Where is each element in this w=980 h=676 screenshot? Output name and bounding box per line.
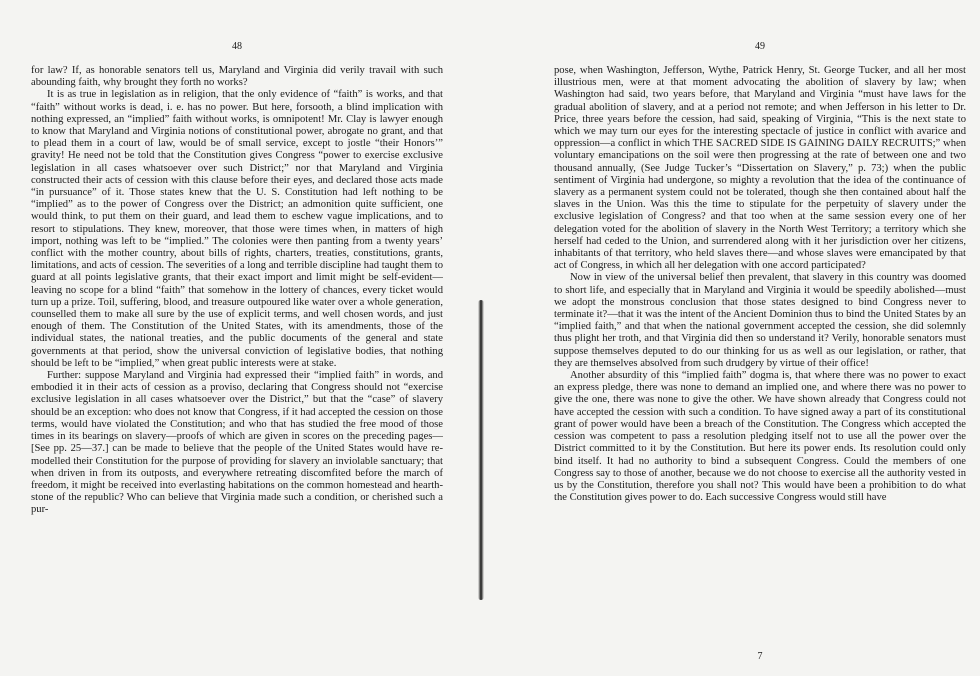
paragraph: Now in view of the universal belief then prevalent, that slavery in this country was doomed to short life, and especially that in Maryland and Virginia it would be speedily abolished—must we adopt the monstrous conclusion that those states designed to bind Congress never to terminate it?—that it was the intent of the Ancient Dominion thus to bind the United States by an “implied faith,” and that when the national government accepted the cession, she did solemnly thus plight her troth, and that Virginia did then so understand it? Verily, honorable senators must suppose themselves deputed to do our thinking for us as well as our legislation, or rather, that they are themselves absolved from such drudgery by virtue of their office! (554, 272, 966, 369)
signature-mark: 7 (757, 651, 763, 662)
right-page-number: 49 (755, 41, 765, 52)
paragraph: It is as true in legislation as in religion, that the only evidence of “faith” is works, and that “faith” without works is dead, i. e. has no power. But here, forsooth, a blind implication with nothing expressed, an “implied” faith without works, is omnipotent! Mr. Clay is lawyer enough to know that Maryland and Virginia notions of constitutional power, abrogate no grant, and that to plead them in a court of law, would be of small service, except to jostle “their Honors’” gravity! He need not be told that the Constitution gives Congress “power to exercise exclusive legislation in all cases whatsoever over such District;” nor that Maryland and Virginia constructed their acts of cession with this clause before their eyes, and declared those acts made “in pursuance” of it. Those states knew that the U. S. Constitution had left nothing to be “implied” as to the power of Congress over the District; an admonition quite sufficient, one would think, to put them on their guard, and lead them to eschew vague implications, and to resort to stipulations. They knew, moreover, that those were times when, in matters of high import, nothing was left to be “implied.” The colonies were then panting from a twenty years’ conflict with the mother country, about bills of rights, charters, treaties, constitutions, grants, limitations, and acts of cession. The severities of a long and terrible discipline had taught them to guard at all points legislative grants, that their exact import and limit might be self-evident—leaving no scope for a blind “faith” that somehow in the lottery of chances, every ticket would turn up a prize. Toil, suffering, blood, and treasure outpoured like water over a whole generation, counselled them to make all sure by the use of explicit terms, and well chosen words, and just enough of them. The Constitution of the United States, with its amendments, those of the individual states, the national treaties, and the public documents of the general and state governments at that period, show the universal conviction of legislative bodies, that nothing should be left to be “implied,” when great public interests were at stake. (31, 89, 443, 369)
book-gutter (478, 300, 484, 600)
left-page (31, 40, 443, 666)
left-page-number: 48 (232, 41, 242, 52)
paragraph: Another absurdity of this “implied faith” dogma is, that where there was no power to exact an express pledge, there was none to demand an implied one, and where there was no power to give the one, there was none to give the other. We have shown already that Congress could not have accepted the cession with such a condition. To have signed away a part of its constitutional grant of power would have been a breach of the Constitution. The Congress which accepted the cession was competent to pass a resolution pledging itself not to use all the power over the District committed to it by the Constitution. But here its power ends. Its resolution could only bind itself. It had no authority to bind a subsequent Congress. Could the members of one Congress say to those of another, because we do not choose to exercise all the authority vested in us by the Constitution, therefore you shall not? This would have been a prohibition to do what the Constitution gives power to do. Each successive Congress would still have (554, 370, 966, 504)
left-page-text (31, 65, 443, 517)
right-page-text (554, 65, 966, 504)
right-page (554, 40, 966, 666)
paragraph: pose, when Washington, Jefferson, Wythe, Patrick Henry, St. George Tucker, and all her most illustrious men, were at that moment advocating the abolition of slavery by law; when Washington had said, two years before, that Maryland and Virginia “must have laws for the gradual abolition of slavery, and at a period not remote; and when Jefferson in his letter to Dr. Price, three years before the cession, had said, speaking of Virginia, “This is the next state to which we may turn our eyes for the interesting spectacle of justice in conflict with avarice and oppression—a conflict in which THE SACRED SIDE IS GAINING DAILY RECRUITS;” when voluntary emancipations on the soil were then progressing at the rate of between one and two thousand annually, (See Judge Tucker’s “Dissertation on Slavery,” p. 73;) when the public sentiment of Virginia had undergone, so mighty a revolution that the idea of the continuance of slavery as a permanent system could not be tolerated, though she then contained about half the slaves in the Union. Was this the time to stipulate for the perpetuity of slavery under the exclusive legislation of Congress? and that too when at the same session every one of her delegation voted for the abolition of slavery in the North West Territory; a territory which she herself had ceded to the Union, and surrendered along with it her jurisdiction over her citizens, inhabitants of that territory, who held slaves there—and whose slaves were emancipated by that act of Congress, in which all her delegation with one accord participated? (554, 65, 966, 272)
paragraph: Further: suppose Maryland and Virginia had expressed their “implied faith” in words, and embodied it in their acts of cession as a proviso, declaring that Congress should not “exercise exclusive legislation in all cases whatsoever over the District,” but that the “case” of slavery should be an exception: who does not know that Congress, if it had accepted the cession on those terms, would have violated the Constitution; and who that has studied the free mood of those times in its bearings on slavery—proofs of which are given in scores on the preceding pages—[See pp. 25—37.] can be made to believe that the people of the United States would have re-modelled their Constitution for the purpose of providing for slavery an inviolable sanctuary; that when driven in from its outposts, and everywhere retreating discomfited before the march of freedom, it might be received into everlasting habitations on the common homestead and hearth-stone of the republic? Who can believe that Virginia made such a condition, or cherished such a pur- (31, 370, 443, 516)
paragraph: for law? If, as honorable senators tell us, Maryland and Virginia did verily travail with such abounding faith, why brought they forth no works? (31, 65, 443, 89)
